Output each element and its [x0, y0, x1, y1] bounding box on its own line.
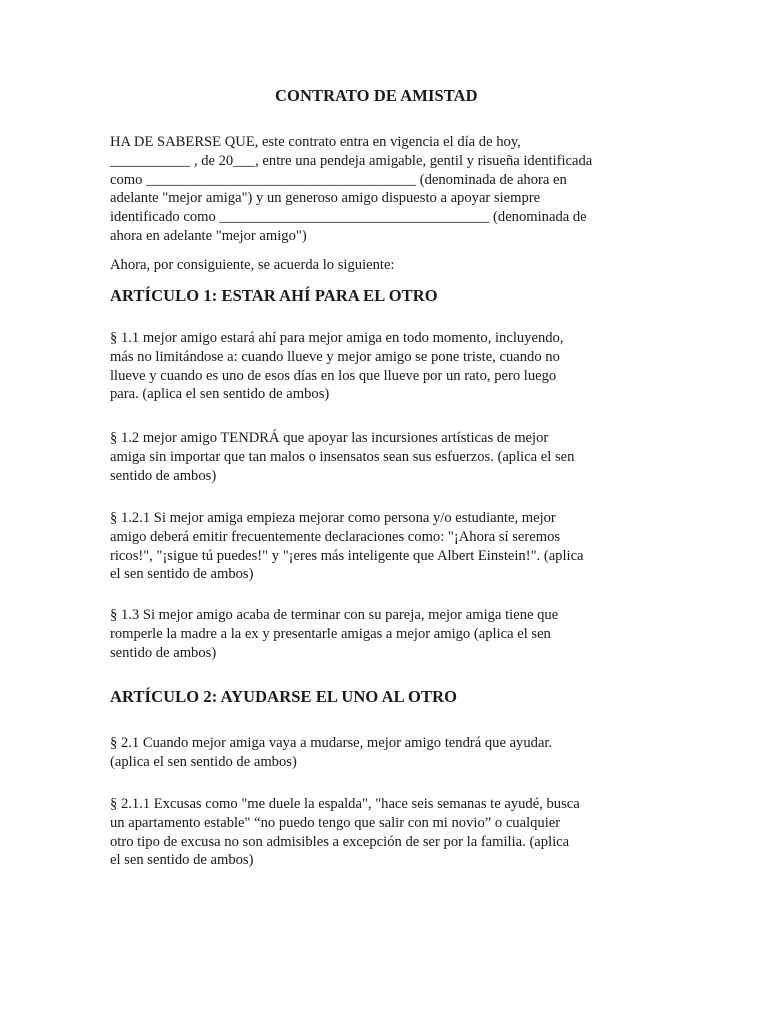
clause-line: § 1.3 Si mejor amigo acaba de terminar con su pareja, mejor amiga tiene que	[110, 607, 559, 623]
clause-line: el sen sentido de ambos)	[110, 566, 254, 583]
agreement-paragraph	[110, 256, 658, 275]
clause-line: el sen sentido de ambos)	[110, 852, 254, 869]
intro-paragraph	[110, 133, 658, 246]
clause-line: § 1.1 mejor amigo estará ahí para mejor amiga en todo momento, incluyendo,	[110, 330, 564, 346]
intro-line: ___________ , de 20___, entre una pendeja amigable, gentil y risueña identificada	[110, 152, 593, 169]
intro-line: ahora en adelante "mejor amigo")	[110, 227, 307, 244]
agreement-line: Ahora, por consiguiente, se acuerda lo siguiente:	[110, 257, 395, 273]
clause-line: ricos!", "¡sigue tú puedes!" y "¡eres más inteligente que Albert Einstein!". (aplica	[110, 547, 584, 564]
clause-line: sentido de ambos)	[110, 644, 217, 661]
intro-line: identificado como _____________________________________ (denominada de	[110, 209, 587, 226]
clause-line: sentido de ambos)	[110, 467, 217, 484]
clause-line: § 1.2.1 Si mejor amiga empieza mejorar como persona y/o estudiante, mejor	[110, 510, 556, 526]
clause-line: un apartamento estable" “no puedo tengo que salir con mi novio” o cualquier	[110, 814, 561, 831]
clause-line: para. (aplica el sen sentido de ambos)	[110, 386, 330, 403]
intro-line: HA DE SABERSE QUE, este contrato entra en vigencia el día de hoy,	[110, 134, 521, 150]
clause-1-2	[110, 429, 658, 485]
article-2-heading: ARTÍCULO 2: AYUDARSE EL UNO AL OTRO	[110, 687, 458, 706]
clause-line: llueve y cuando es uno de esos días en los que llueve por un rato, pero luego	[110, 367, 557, 384]
document-title: CONTRATO DE AMISTAD	[275, 86, 478, 105]
clause-line: § 2.1.1 Excusas como "me duele la espalda", "hace seis semanas te ayudé, busca	[110, 796, 580, 812]
clause-2-1-1	[110, 795, 658, 870]
clause-1-2-1	[110, 509, 658, 584]
clause-line: romperle la madre a la ex y presentarle amigas a mejor amigo (aplica el sen	[110, 625, 551, 642]
clause-1-1	[110, 329, 658, 404]
clause-1-3	[110, 606, 658, 662]
clause-line: amiga sin importar que tan malos o insensatos sean sus esfuerzos. (aplica el sen	[110, 448, 575, 465]
clause-line: § 2.1 Cuando mejor amiga vaya a mudarse, mejor amigo tendrá que ayudar.	[110, 735, 553, 751]
clause-line: (aplica el sen sentido de ambos)	[110, 753, 297, 770]
clause-line: amigo deberá emitir frecuentemente declaraciones como: "¡Ahora sí seremos	[110, 528, 561, 545]
intro-line: adelante "mejor amiga") y un generoso amigo dispuesto a apoyar siempre	[110, 190, 541, 207]
intro-line: como _____________________________________ (denominada de ahora en	[110, 171, 567, 188]
clause-line: § 1.2 mejor amigo TENDRÁ que apoyar las incursiones artísticas de mejor	[110, 430, 549, 446]
clause-2-1	[110, 734, 658, 772]
article-1-heading: ARTÍCULO 1: ESTAR AHÍ PARA EL OTRO	[110, 286, 438, 305]
clause-line: más no limitándose a: cuando llueve y mejor amigo se pone triste, cuando no	[110, 348, 560, 365]
clause-line: otro tipo de excusa no son admisibles a excepción de ser por la familia. (aplica	[110, 833, 570, 850]
